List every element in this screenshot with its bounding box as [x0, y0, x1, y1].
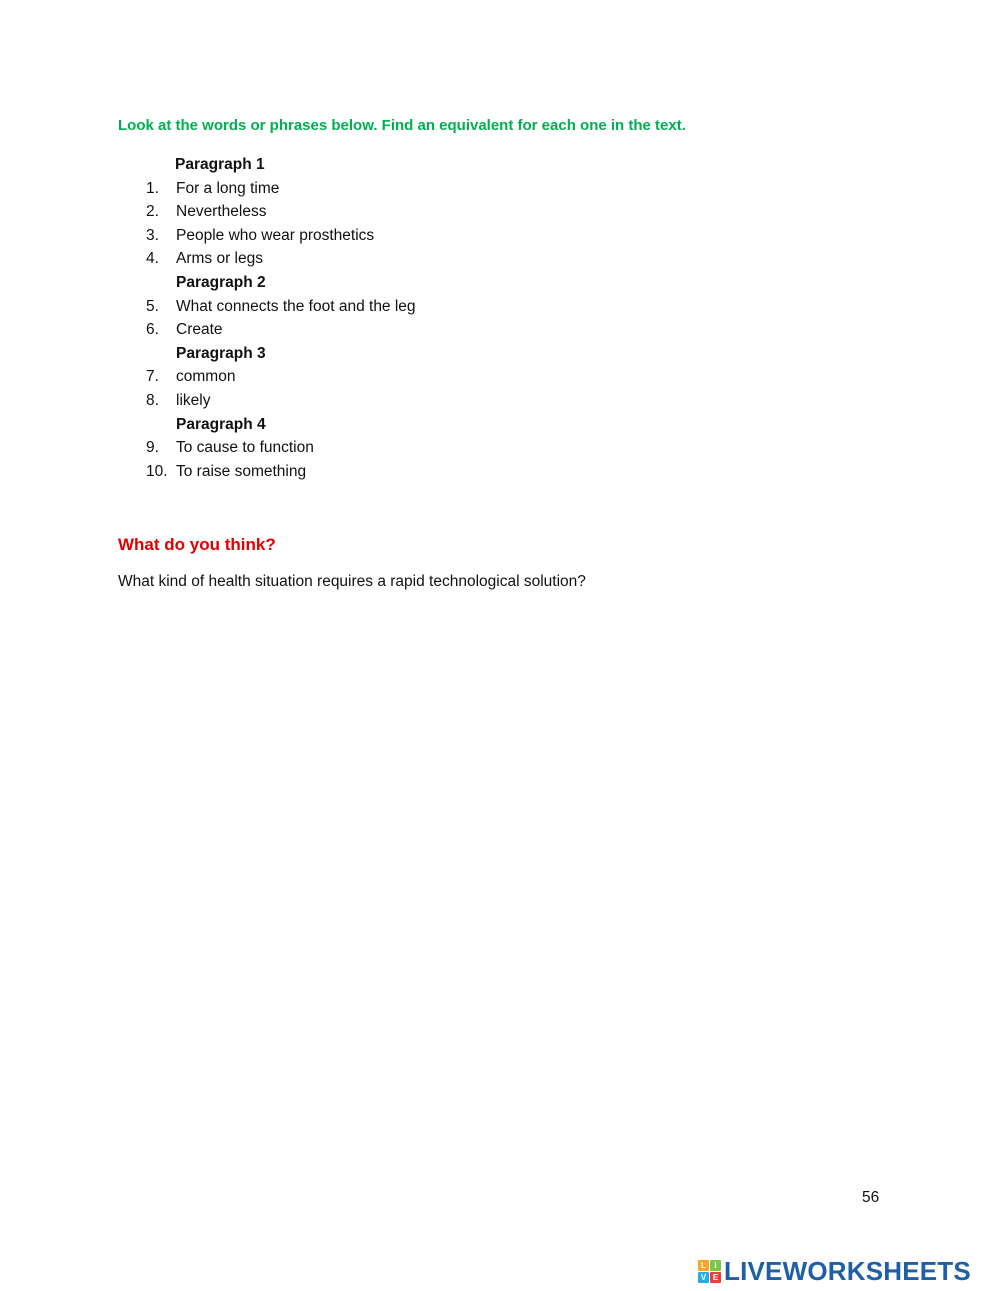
list-item: [118, 389, 718, 413]
item-text: People who wear prosthetics: [176, 226, 375, 244]
list-item: [118, 247, 718, 271]
list-item: [118, 436, 718, 460]
instruction-text: Look at the words or phrases below. Find an equivalent for each one in the text.: [118, 117, 686, 134]
item-text: To raise something: [176, 462, 307, 480]
logo-tile: L: [698, 1260, 709, 1271]
vocabulary-list: [118, 153, 718, 483]
item-number: 4.: [146, 250, 159, 268]
item-text: What connects the foot and the leg: [176, 297, 416, 315]
paragraph-heading-label: Paragraph 1: [175, 156, 265, 173]
discussion-question: What kind of health situation requires a rapid technological solution?: [118, 573, 586, 590]
logo-tiles-icon: [698, 1260, 721, 1283]
item-text: Arms or legs: [176, 250, 263, 268]
item-text: Nevertheless: [176, 203, 267, 221]
logo-tile: I: [710, 1260, 721, 1271]
item-text: For a long time: [176, 179, 280, 197]
logo-tile: E: [710, 1272, 721, 1283]
paragraph-heading: [118, 342, 718, 366]
list-item: [118, 460, 718, 484]
liveworksheets-logo[interactable]: [698, 1256, 971, 1286]
item-text: common: [176, 368, 236, 386]
item-number: 8.: [146, 391, 159, 409]
item-number: 6.: [146, 321, 159, 339]
item-number: 10.: [146, 462, 168, 480]
section-title: What do you think?: [118, 535, 276, 554]
paragraph-heading: [118, 413, 718, 437]
paragraph-heading-label: Paragraph 3: [176, 344, 266, 362]
item-text: Create: [176, 321, 223, 339]
item-number: 5.: [146, 297, 159, 315]
item-number: 2.: [146, 203, 159, 221]
list-item: [118, 365, 718, 389]
item-number: 1.: [146, 179, 159, 197]
item-text: likely: [176, 391, 211, 409]
list-item: [118, 177, 718, 201]
item-number: 7.: [146, 368, 159, 386]
paragraph-heading: [118, 271, 718, 295]
item-number: 9.: [146, 439, 159, 457]
paragraph-heading-label: Paragraph 4: [176, 415, 266, 433]
list-item: [118, 224, 718, 248]
paragraph-heading-label: Paragraph 2: [176, 273, 266, 291]
list-item: [118, 295, 718, 319]
item-text: To cause to function: [176, 439, 314, 457]
paragraph-heading: [118, 153, 718, 177]
item-number: 3.: [146, 226, 159, 244]
logo-text: LIVEWORKSHEETS: [724, 1255, 971, 1286]
page-number: 56: [862, 1189, 880, 1206]
logo-tile: V: [698, 1272, 709, 1283]
list-item: [118, 200, 718, 224]
list-item: [118, 318, 718, 342]
